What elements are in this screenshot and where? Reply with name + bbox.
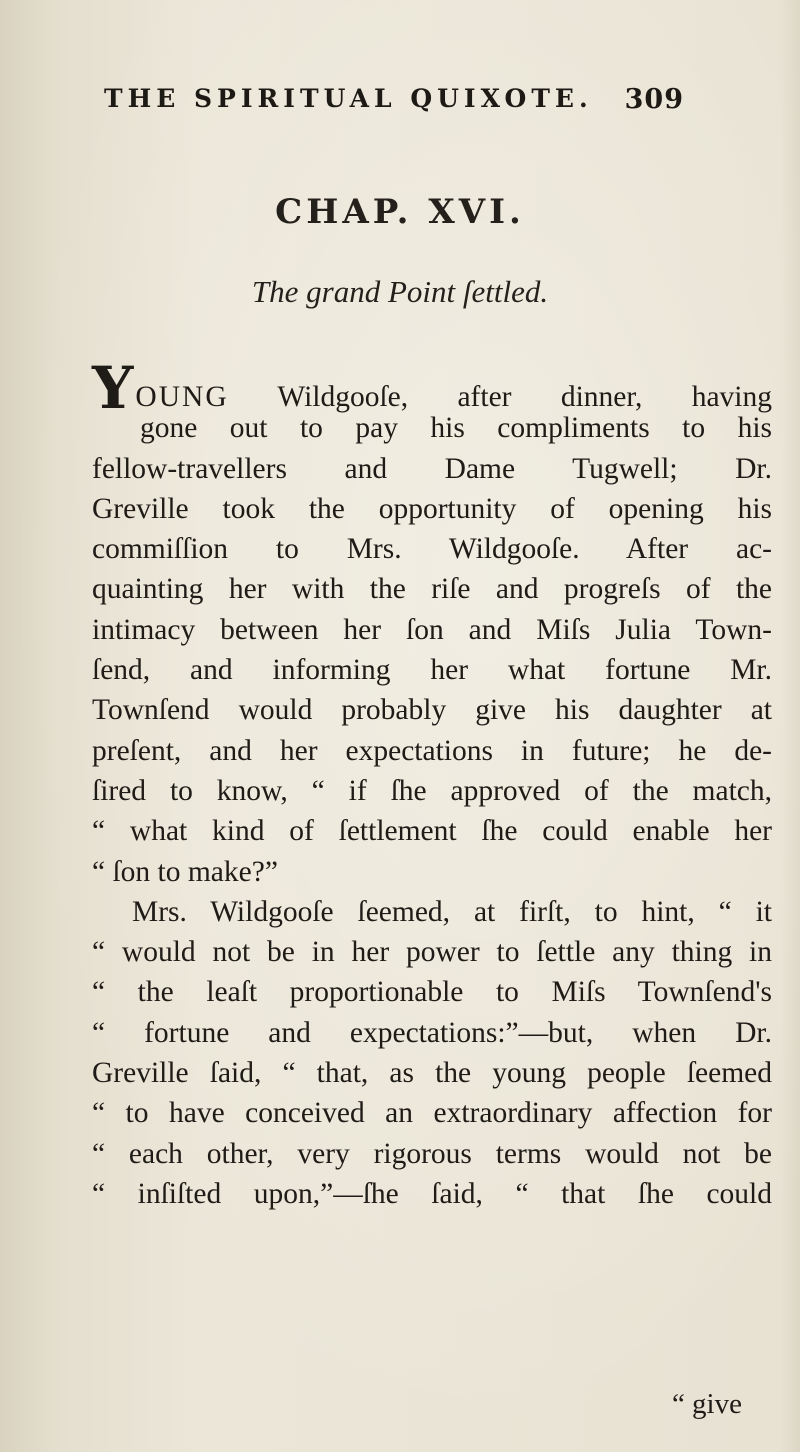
page-number: 309	[624, 84, 684, 115]
running-head-title: THE SPIRITUAL QUIXOTE.	[104, 84, 593, 113]
text-line: Greville took the opportunity of opening his	[92, 492, 772, 525]
text-line: “ what kind of ſettlement ſhe could enable her	[92, 815, 772, 848]
text-line: quainting her with the riſe and progreſs of the	[92, 573, 772, 606]
first-word-rest: OUNG	[135, 381, 229, 413]
text-line: intimacy between her ſon and Miſs Julia Town-	[92, 613, 772, 646]
text-line: ſired to know, “ if ſhe approved of the match,	[92, 774, 772, 807]
text-line: gone out to pay his compliments to his	[140, 412, 772, 445]
line-text: Wildgooſe, after dinner, having	[228, 381, 772, 413]
text-line: preſent, and her expectations in future; he de-	[92, 734, 772, 767]
chapter-title: The grand Point ſettled.	[251, 274, 549, 309]
text-line: “ fortune and expectations:”—but, when Dr.	[92, 1016, 772, 1049]
body-text	[92, 354, 772, 1214]
text-line: commiſſion to Mrs. Wildgooſe. After ac-	[92, 533, 772, 566]
chapter-heading: CHAP. XVI.	[275, 192, 525, 232]
drop-cap: Y	[92, 354, 134, 422]
text-line: Greville ſaid, “ that, as the young people ſeemed	[92, 1057, 772, 1090]
text-line: “ each other, very rigorous terms would not be	[92, 1137, 772, 1170]
text-line: “ inſiſted upon,”—ſhe ſaid, “ that ſhe could	[92, 1177, 772, 1210]
text-line: “ to have conceived an extraordinary affection for	[92, 1097, 772, 1130]
text-line: ſend, and informing her what fortune Mr.	[92, 654, 772, 687]
text-line	[92, 354, 772, 422]
text-line: “ would not be in her power to ſettle any thing in	[92, 936, 772, 969]
text-line: Mrs. Wildgooſe ſeemed, at firſt, to hint, “ it	[132, 895, 772, 928]
catchword: “ give	[671, 1388, 742, 1420]
text-line: “ ſon to make?”	[92, 855, 278, 888]
text-line: fellow-travellers and Dame Tugwell; Dr.	[92, 452, 772, 485]
text-line: Townſend would probably give his daughter at	[92, 694, 772, 727]
text-line: “ the leaſt proportionable to Miſs Townſend's	[92, 976, 772, 1009]
